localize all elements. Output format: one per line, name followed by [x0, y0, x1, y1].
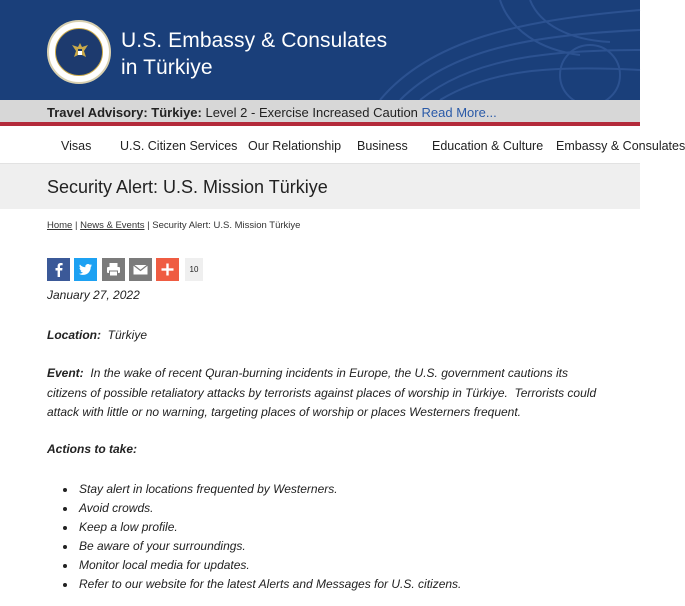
breadcrumb-separator: |	[72, 220, 81, 231]
site-title-line1: U.S. Embassy & Consulates	[121, 29, 388, 52]
facebook-share-button[interactable]	[47, 258, 70, 281]
list-item: Monitor local media for updates.	[79, 556, 461, 575]
nav-item-education-culture[interactable]: Education & Culture	[432, 139, 544, 153]
nav-item-citizen-services[interactable]: U.S. Citizen Services	[120, 139, 238, 153]
seal-center	[55, 28, 103, 76]
page-title-band	[0, 164, 640, 209]
advisory-read-more-link[interactable]: Read More...	[421, 105, 497, 120]
nav-item-business[interactable]: Business	[357, 139, 408, 153]
facebook-icon	[47, 258, 70, 281]
nav-item-embassy-consulates[interactable]: Embassy & Consulates	[556, 139, 685, 153]
list-item: Refer to our website for the latest Alerts and Messages for U.S. citizens.	[79, 575, 461, 594]
actions-list	[79, 480, 461, 594]
list-item: Keep a low profile.	[79, 518, 461, 537]
advisory-text	[47, 104, 497, 121]
breadcrumb	[47, 220, 300, 231]
advisory-label: Travel Advisory: Türkiye:	[47, 105, 202, 120]
event-label: Event:	[47, 366, 84, 380]
page-title: Security Alert: U.S. Mission Türkiye	[47, 177, 328, 197]
plus-icon	[156, 258, 179, 281]
breadcrumb-home-link[interactable]: Home	[47, 220, 73, 231]
breadcrumb-separator: |	[144, 220, 153, 231]
twitter-share-button[interactable]	[74, 258, 97, 281]
actions-heading: Actions to take:	[47, 442, 138, 456]
eagle-icon	[70, 41, 90, 63]
article-date: January 27, 2022	[47, 288, 140, 302]
share-count: 10	[185, 258, 203, 281]
email-share-button[interactable]	[129, 258, 152, 281]
location-value: Türkiye	[101, 328, 148, 342]
travel-advisory-bar	[0, 100, 640, 126]
advisory-level: Level 2 - Exercise Increased Caution	[201, 105, 422, 120]
event-text: In the wake of recent Quran-burning incidents in Europe, the U.S. government cautions its citizens of possible retaliatory attacks by terrorists against places of worship in Türkiye. Terrorists could attack with little or no warning, targeting places of worship or places Westerners frequent.	[47, 366, 600, 419]
print-button[interactable]	[102, 258, 125, 281]
more-share-button[interactable]	[156, 258, 179, 281]
site-title-line2: in Türkiye	[121, 56, 213, 79]
location-label: Location:	[47, 328, 101, 342]
embassy-seal-logo[interactable]	[47, 20, 111, 84]
main-nav	[0, 130, 685, 164]
event-paragraph	[47, 364, 607, 423]
list-item: Avoid crowds.	[79, 499, 461, 518]
nav-item-our-relationship[interactable]: Our Relationship	[248, 139, 342, 153]
list-item: Be aware of your surroundings.	[79, 537, 461, 556]
nav-item-visas[interactable]: Visas	[61, 139, 92, 153]
location-paragraph	[47, 328, 147, 342]
print-icon	[102, 258, 125, 281]
breadcrumb-current: Security Alert: U.S. Mission Türkiye	[152, 220, 301, 231]
breadcrumb-news-link[interactable]: News & Events	[80, 220, 145, 231]
twitter-icon	[74, 258, 97, 281]
site-header	[0, 0, 640, 100]
site-title[interactable]	[121, 27, 387, 81]
list-item: Stay alert in locations frequented by Westerners.	[79, 480, 461, 499]
email-icon	[129, 258, 152, 281]
